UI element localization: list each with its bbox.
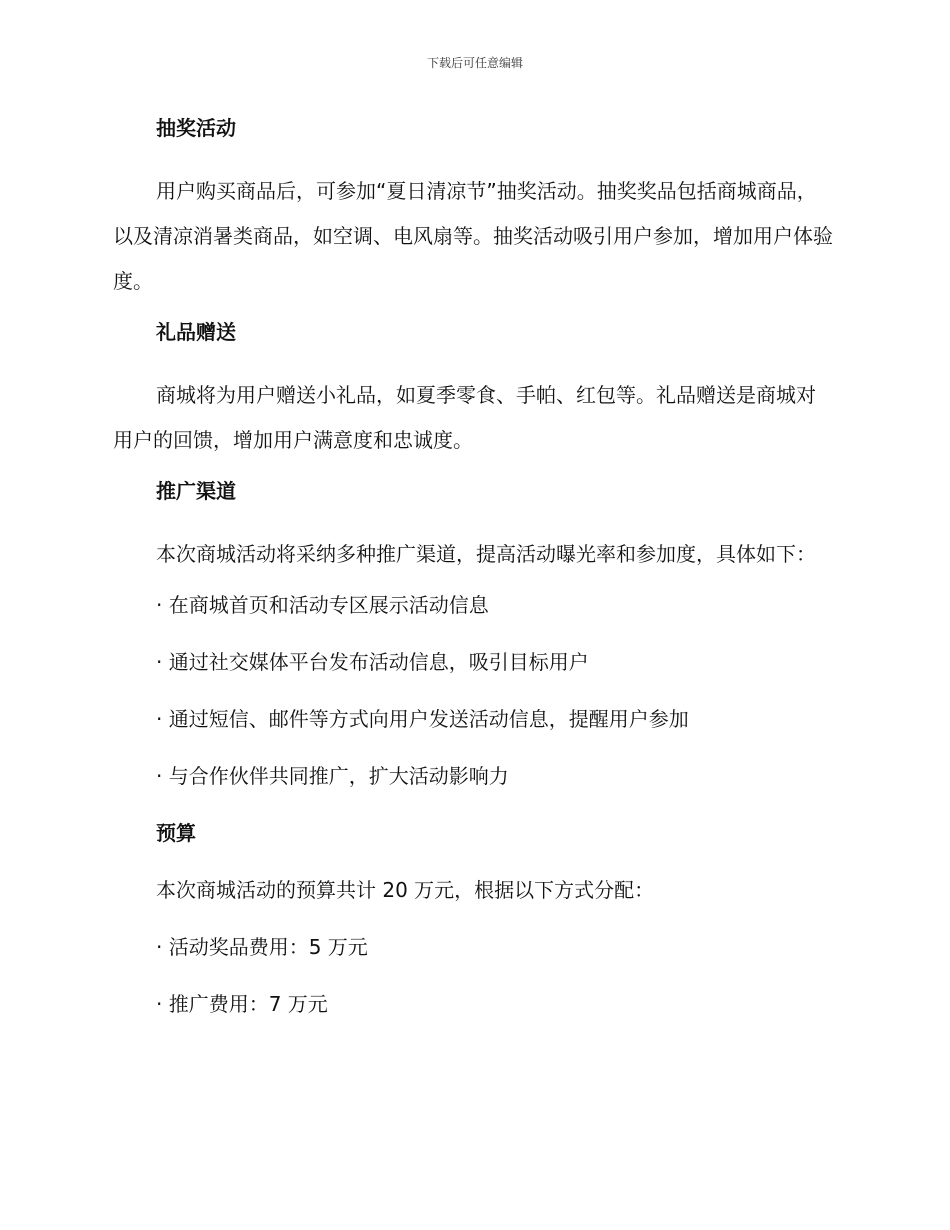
section-heading-lottery: 抽奖活动 [156, 116, 236, 140]
section-heading-promotion: 推广渠道 [156, 479, 236, 503]
section-heading-gift: 礼品赠送 [156, 320, 236, 344]
list-item: · 推广费用：7 万元 [156, 992, 328, 1016]
list-item: · 与合作伙伴共同推广，扩大活动影响力 [156, 764, 509, 788]
document-content [113, 112, 833, 1045]
section-body-lottery: 用户购买商品后，可参加“夏日清凉节”抽奖活动。抽奖奖品包括商城商品，以及清凉消暑类商品，如空调、电风扇等。抽奖活动吸引用户参加，增加用户体验度。 [113, 179, 833, 293]
section-body-promotion: 本次商城活动将采纳多种推广渠道，提高活动曝光率和参加度，具体如下： [156, 542, 816, 566]
section-heading-budget: 预算 [156, 821, 196, 845]
list-item: · 通过短信、邮件等方式向用户发送活动信息，提醒用户参加 [156, 707, 689, 731]
section-body-budget: 本次商城活动的预算共计 20 万元，根据以下方式分配： [156, 878, 655, 902]
section-body-gift: 商城将为用户赠送小礼品，如夏季零食、手帕、红包等。礼品赠送是商城对用户的回馈，增加用户满意度和忠诚度。 [113, 383, 816, 452]
list-item: · 通过社交媒体平台发布活动信息，吸引目标用户 [156, 650, 589, 674]
list-item: · 在商城首页和活动专区展示活动信息 [156, 593, 489, 617]
list-item: · 活动奖品费用：5 万元 [156, 935, 368, 959]
header-note: 下载后可任意编辑 [426, 56, 523, 70]
